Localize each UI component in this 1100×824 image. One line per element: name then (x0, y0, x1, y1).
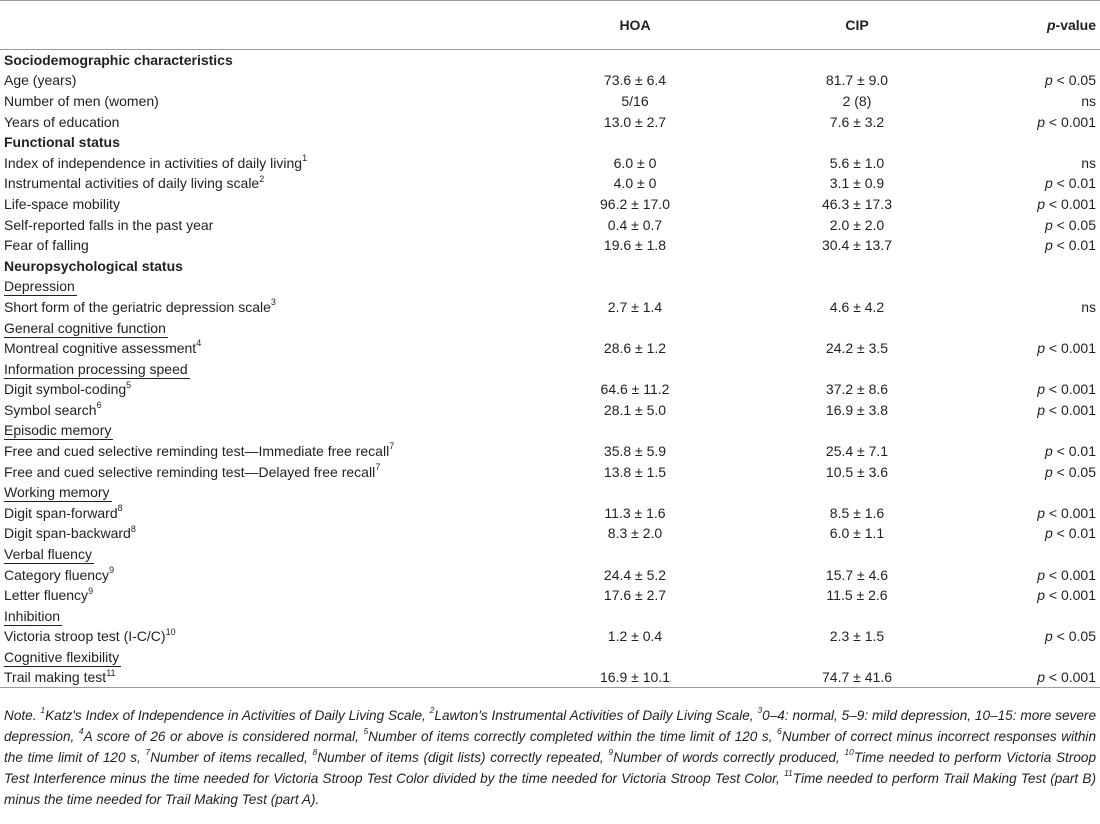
cip-value: 6.0 ± 1.1 (829, 525, 885, 542)
empty-cell (746, 544, 968, 565)
header-label-column (0, 1, 524, 50)
empty-cell (746, 420, 968, 441)
hoa-value: 17.6 ± 2.7 (603, 587, 667, 604)
table-row (0, 338, 1100, 359)
table-row (0, 194, 1100, 215)
row-label: Free and cued selective reminding test—Delayed free recall (4, 463, 376, 480)
cip-value: 46.3 ± 17.3 (822, 195, 892, 212)
empty-cell (968, 358, 1100, 379)
note-marker: 5 (363, 726, 369, 737)
p-value: p < 0.001 (1037, 669, 1096, 686)
row-label: Index of independence in activities of daily living (4, 154, 303, 171)
empty-cell (524, 358, 746, 379)
note-text: Number of items recalled, (150, 750, 313, 765)
row-label-cell (0, 152, 524, 173)
hoa-value: 24.4 ± 5.2 (603, 566, 667, 583)
p-value: p < 0.05 (1045, 628, 1096, 645)
cip-value: 7.6 ± 3.2 (829, 113, 885, 130)
note-text: Time needed to perform Trail Making Test (part B) minus the time needed for Trail Making Test (part A). (4, 771, 1096, 807)
footnote-marker: 11 (106, 667, 116, 678)
table-row (0, 152, 1100, 173)
table-row (0, 585, 1100, 606)
empty-cell (968, 544, 1100, 565)
footnote-marker: 2 (259, 173, 265, 184)
row-label: Category fluency (4, 566, 110, 583)
cip-value: 2.0 ± 2.0 (829, 216, 885, 233)
subsection-cell (0, 482, 524, 503)
row-label: Fear of falling (4, 237, 89, 254)
table-row (0, 214, 1100, 235)
header-row (0, 1, 1100, 50)
row-label-cell (0, 194, 524, 215)
table-row (0, 626, 1100, 647)
row-label: Years of education (4, 113, 120, 130)
empty-cell (746, 50, 968, 71)
row-label-cell (0, 235, 524, 256)
empty-cell (746, 255, 968, 276)
subsection-cell (0, 358, 524, 379)
cip-value: 8.5 ± 1.6 (829, 504, 885, 521)
empty-cell (746, 606, 968, 627)
subsection-row (0, 544, 1100, 565)
subsection-cell (0, 420, 524, 441)
row-label: Digit span-backward (4, 525, 131, 542)
hoa-value: 64.6 ± 11.2 (600, 381, 670, 398)
row-label: Letter fluency (4, 587, 89, 604)
row-label-cell (0, 91, 524, 112)
cip-value: 2 (8) (842, 92, 872, 109)
subsection-row (0, 358, 1100, 379)
cip-value: 37.2 ± 8.6 (825, 381, 889, 398)
footnote-marker: 7 (375, 462, 381, 473)
subsection-cell (0, 544, 524, 565)
row-label: Instrumental activities of daily living scale (4, 175, 260, 192)
empty-cell (524, 255, 746, 276)
row-label-cell (0, 441, 524, 462)
empty-cell (968, 606, 1100, 627)
hoa-value: 6.0 ± 0 (613, 154, 657, 171)
p-value: p < 0.001 (1037, 340, 1096, 357)
empty-cell (746, 276, 968, 297)
note-marker: 1 (40, 705, 46, 716)
hoa-value: 73.6 ± 6.4 (603, 72, 667, 89)
table-header (0, 1, 1100, 50)
footnote-marker: 8 (117, 503, 123, 514)
row-label: Number of men (women) (4, 92, 159, 109)
subsection-heading: Episodic memory (4, 422, 112, 439)
p-value: p < 0.001 (1037, 113, 1096, 130)
note-text: A score of 26 or above is considered normal, (83, 729, 364, 744)
subsection-heading: Depression (4, 278, 75, 295)
cip-value: 25.4 ± 7.1 (825, 443, 889, 460)
row-label-cell (0, 379, 524, 400)
cip-value: 10.5 ± 3.6 (825, 463, 889, 480)
footnote-marker: 7 (389, 441, 395, 452)
hoa-value: 28.1 ± 5.0 (603, 401, 667, 418)
table-footnote (4, 705, 1096, 810)
row-label: Life-space mobility (4, 195, 120, 212)
note-marker: 4 (78, 726, 84, 737)
section-heading: Functional status (4, 134, 120, 151)
p-value: p < 0.01 (1045, 175, 1096, 192)
footnote-marker: 6 (96, 400, 102, 411)
hoa-value: 19.6 ± 1.8 (603, 237, 667, 254)
note-text: Time needed to perform Victoria Stroop Test Interference minus the time needed for Victoria Stroop Test Color divided by the time needed for Victoria Stroop Test Color, (4, 750, 1096, 786)
p-value: p < 0.01 (1045, 237, 1096, 254)
p-value: p < 0.001 (1037, 401, 1096, 418)
table-body (0, 50, 1100, 688)
cip-value: 30.4 ± 13.7 (822, 237, 892, 254)
subsection-cell (0, 606, 524, 627)
section-heading: Sociodemographic characteristics (4, 52, 233, 69)
subsection-row (0, 420, 1100, 441)
table-row (0, 667, 1100, 688)
subsection-heading: Information processing speed (4, 360, 188, 377)
hoa-value: 13.8 ± 1.5 (603, 463, 667, 480)
row-label: Digit span-forward (4, 504, 118, 521)
empty-cell (968, 317, 1100, 338)
note-marker: 9 (608, 747, 614, 758)
row-label-cell (0, 503, 524, 524)
hoa-value: 11.3 ± 1.6 (604, 504, 666, 521)
subsection-cell (0, 276, 524, 297)
empty-cell (524, 50, 746, 71)
note-text: Katz's Index of Independence in Activities of Daily Living Scale, (45, 708, 430, 723)
row-label: Short form of the geriatric depression scale (4, 298, 271, 315)
row-label-cell (0, 667, 524, 688)
subsection-row (0, 276, 1100, 297)
cip-value: 81.7 ± 9.0 (825, 72, 889, 89)
empty-cell (968, 50, 1100, 71)
p-value: p < 0.001 (1037, 587, 1096, 604)
row-label-cell (0, 523, 524, 544)
note-text: 0–4: normal, 5–9: mild depression, 10–15: more severe depression, (4, 708, 1097, 744)
note-text: Number of items (digit lists) correctly repeated, (317, 750, 609, 765)
empty-cell (524, 647, 746, 668)
p-value: p < 0.01 (1045, 525, 1096, 542)
note-marker: 3 (757, 705, 763, 716)
hoa-value: 16.9 ± 10.1 (600, 669, 670, 686)
note-text: Number of words correctly produced, (613, 750, 845, 765)
row-label: Montreal cognitive assessment (4, 340, 197, 357)
cip-value: 16.9 ± 3.8 (825, 401, 889, 418)
table-row (0, 379, 1100, 400)
subsection-row (0, 482, 1100, 503)
subsection-cell (0, 317, 524, 338)
empty-cell (968, 420, 1100, 441)
p-value: ns (1081, 298, 1096, 315)
empty-cell (968, 647, 1100, 668)
cip-value: 15.7 ± 4.6 (825, 566, 889, 583)
footnote-marker: 8 (130, 523, 136, 534)
empty-cell (746, 647, 968, 668)
empty-cell (746, 358, 968, 379)
row-label-cell (0, 297, 524, 318)
row-label-cell (0, 70, 524, 91)
hoa-value: 96.2 ± 17.0 (600, 195, 670, 212)
hoa-value: 28.6 ± 1.2 (603, 340, 667, 357)
empty-cell (746, 482, 968, 503)
empty-cell (746, 132, 968, 153)
table-row (0, 70, 1100, 91)
row-label: Self-reported falls in the past year (4, 216, 214, 233)
empty-cell (968, 132, 1100, 153)
empty-cell (524, 132, 746, 153)
table-row (0, 111, 1100, 132)
p-value: ns (1081, 92, 1096, 109)
empty-cell (746, 317, 968, 338)
hoa-value: 1.2 ± 0.4 (607, 628, 663, 645)
note-marker: 6 (776, 726, 782, 737)
section-heading: Neuropsychological status (4, 257, 183, 274)
table-row (0, 91, 1100, 112)
p-value: ns (1081, 154, 1096, 171)
subsection-row (0, 647, 1100, 668)
note-text: Lawton's Instrumental Activities of Daily Living Scale, (434, 708, 758, 723)
subsection-heading: Inhibition (4, 607, 61, 624)
hoa-value: 8.3 ± 2.0 (607, 525, 663, 542)
row-label: Victoria stroop test (I-C/C) (4, 628, 166, 645)
subsection-heading: Cognitive flexibility (4, 649, 120, 666)
note-text: Number of correct minus incorrect responses within the time limit of 120 s, (4, 729, 1097, 765)
row-label-cell (0, 173, 524, 194)
row-label-cell (0, 626, 524, 647)
note-text: Number of items correctly completed within the time limit of 120 s, (368, 729, 777, 744)
footnote-marker: 9 (109, 564, 115, 575)
cip-value: 2.3 ± 1.5 (829, 628, 885, 645)
hoa-value: 35.8 ± 5.9 (603, 443, 667, 460)
section-row (0, 132, 1100, 153)
table-row (0, 173, 1100, 194)
section-row (0, 255, 1100, 276)
hoa-value: 5/16 (621, 92, 649, 109)
header-p-rest: -value (1055, 17, 1096, 33)
footnote-marker: 1 (302, 153, 308, 164)
p-value: p < 0.001 (1037, 195, 1096, 212)
empty-cell (524, 420, 746, 441)
empty-cell (968, 276, 1100, 297)
hoa-value: 4.0 ± 0 (613, 175, 657, 192)
p-value: p < 0.001 (1037, 504, 1096, 521)
row-label: Trail making test (4, 669, 107, 686)
p-value: p < 0.001 (1037, 566, 1096, 583)
row-label: Symbol search (4, 401, 97, 418)
empty-cell (524, 606, 746, 627)
section-row (0, 50, 1100, 71)
row-label: Age (years) (4, 72, 77, 89)
row-label-cell (0, 564, 524, 585)
footnote-marker: 9 (88, 585, 94, 596)
subsection-heading: General cognitive function (4, 319, 166, 336)
p-value: p < 0.05 (1045, 72, 1096, 89)
p-value: p < 0.01 (1045, 443, 1096, 460)
footnote-marker: 3 (270, 297, 276, 308)
header-hoa: HOA (619, 17, 651, 33)
row-label-cell (0, 585, 524, 606)
footnote-marker: 5 (126, 379, 132, 390)
row-label: Free and cued selective reminding test—Immediate free recall (4, 443, 390, 460)
footnote-marker: 4 (196, 338, 202, 349)
row-label-cell (0, 338, 524, 359)
hoa-value: 13.0 ± 2.7 (603, 113, 667, 130)
subsection-heading: Verbal fluency (4, 546, 92, 563)
empty-cell (524, 482, 746, 503)
note-marker: 8 (312, 747, 318, 758)
empty-cell (968, 482, 1100, 503)
footnote-marker: 10 (165, 626, 176, 637)
table-row (0, 297, 1100, 318)
cip-value: 11.5 ± 2.6 (826, 587, 888, 604)
row-label-cell (0, 461, 524, 482)
note-marker: 11 (783, 768, 793, 779)
subsection-row (0, 317, 1100, 338)
table-row (0, 564, 1100, 585)
table-row (0, 461, 1100, 482)
cip-value: 24.2 ± 3.5 (825, 340, 889, 357)
note-lead: Note. (4, 708, 37, 723)
table-row (0, 503, 1100, 524)
p-value: p < 0.05 (1045, 216, 1096, 233)
subsection-heading: Working memory (4, 484, 110, 501)
note-marker: 2 (429, 705, 435, 716)
header-cip: CIP (845, 17, 869, 33)
note-marker: 7 (145, 747, 151, 758)
table-row (0, 523, 1100, 544)
hoa-value: 2.7 ± 1.4 (607, 298, 663, 315)
cip-value: 3.1 ± 0.9 (829, 175, 885, 192)
row-label-cell (0, 214, 524, 235)
empty-cell (524, 317, 746, 338)
cip-value: 5.6 ± 1.0 (829, 154, 885, 171)
subsection-row (0, 606, 1100, 627)
p-value: p < 0.05 (1045, 463, 1096, 480)
header-p-value (968, 1, 1100, 50)
empty-cell (968, 255, 1100, 276)
hoa-value: 0.4 ± 0.7 (607, 216, 663, 233)
table-row (0, 441, 1100, 462)
empty-cell (524, 276, 746, 297)
note-marker: 10 (844, 747, 854, 758)
row-label: Digit symbol-coding (4, 381, 127, 398)
table-row (0, 400, 1100, 421)
cip-value: 4.6 ± 4.2 (829, 298, 885, 315)
subsection-cell (0, 647, 524, 668)
table-row (0, 235, 1100, 256)
empty-cell (524, 544, 746, 565)
cip-value: 74.7 ± 41.6 (822, 669, 892, 686)
p-value: p < 0.001 (1037, 381, 1096, 398)
row-label-cell (0, 111, 524, 132)
row-label-cell (0, 400, 524, 421)
header-p-italic: p (1046, 17, 1056, 33)
